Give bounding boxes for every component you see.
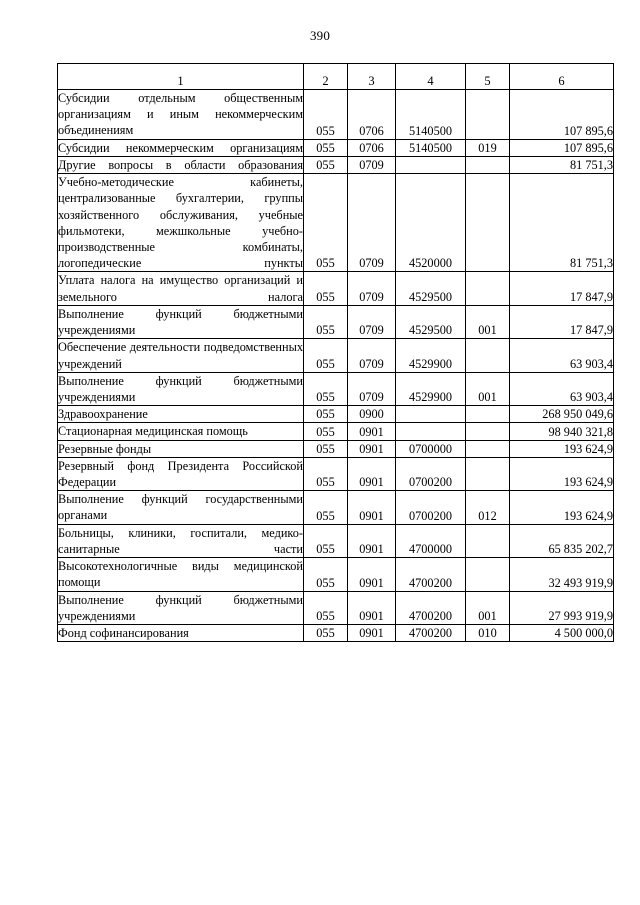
row-section-code: 0709: [348, 174, 396, 272]
row-target-code: 4700200: [396, 591, 466, 624]
row-amount: 63 903,4: [510, 339, 614, 372]
row-expense-type-code: [466, 90, 510, 140]
table-row: [58, 625, 614, 642]
row-target-code: 5140500: [396, 90, 466, 140]
row-target-code: 4700000: [396, 524, 466, 557]
table-header-row: [58, 64, 614, 90]
row-target-code: 0700200: [396, 491, 466, 524]
row-amount: 107 895,6: [510, 139, 614, 156]
table-row: [58, 558, 614, 591]
row-expense-type-code: 019: [466, 139, 510, 156]
row-section-code: 0901: [348, 423, 396, 440]
table-row: [58, 491, 614, 524]
row-amount: 193 624,9: [510, 440, 614, 457]
row-chapter-code: 055: [304, 591, 348, 624]
table-row: [58, 457, 614, 490]
row-section-code: 0709: [348, 339, 396, 372]
row-expense-type-code: [466, 423, 510, 440]
row-name: Фонд софинансирования: [58, 625, 304, 642]
row-target-code: 4529900: [396, 372, 466, 405]
row-section-code: 0706: [348, 90, 396, 140]
row-name: Уплата налога на имущество организаций и земельного налога: [58, 273, 303, 304]
row-target-code: [396, 423, 466, 440]
row-chapter-code: 055: [304, 90, 348, 140]
row-target-code: 0700200: [396, 457, 466, 490]
row-target-code: 4529500: [396, 305, 466, 338]
table-row: [58, 139, 614, 156]
row-target-code: 4700200: [396, 558, 466, 591]
row-chapter-code: 055: [304, 625, 348, 642]
column-header-1: 1: [58, 64, 304, 90]
row-chapter-code: 055: [304, 406, 348, 423]
row-chapter-code: 055: [304, 174, 348, 272]
table-row: [58, 339, 614, 372]
table-row: [58, 440, 614, 457]
row-target-code: [396, 406, 466, 423]
row-amount: 107 895,6: [510, 90, 614, 140]
page-number: 390: [309, 28, 331, 43]
row-expense-type-code: 001: [466, 591, 510, 624]
row-name: Выполнение функций бюджетными учреждениями: [58, 592, 303, 623]
row-section-code: 0709: [348, 305, 396, 338]
row-chapter-code: 055: [304, 558, 348, 591]
row-chapter-code: 055: [304, 139, 348, 156]
row-chapter-code: 055: [304, 524, 348, 557]
row-section-code: 0901: [348, 457, 396, 490]
row-expense-type-code: [466, 558, 510, 591]
row-chapter-code: 055: [304, 372, 348, 405]
row-target-code: 5140500: [396, 139, 466, 156]
table-row: [58, 156, 614, 173]
row-expense-type-code: [466, 174, 510, 272]
budget-table-container: [57, 63, 613, 642]
row-name: Больницы, клиники, госпитали, медико-санитарные части: [58, 525, 303, 556]
row-amount: 268 950 049,6: [510, 406, 614, 423]
row-section-code: 0706: [348, 139, 396, 156]
row-amount: 17 847,9: [510, 272, 614, 305]
row-expense-type-code: 001: [466, 305, 510, 338]
row-name: Высокотехнологичные виды медицинской помощи: [58, 559, 303, 590]
row-chapter-code: 055: [304, 440, 348, 457]
row-name: Другие вопросы в области образования: [58, 157, 303, 172]
row-section-code: 0900: [348, 406, 396, 423]
row-section-code: 0901: [348, 558, 396, 591]
row-expense-type-code: [466, 440, 510, 457]
row-amount: 17 847,9: [510, 305, 614, 338]
row-name: Резервный фонд Президента Российской Федерации: [58, 458, 303, 490]
table-row: [58, 423, 614, 440]
row-expense-type-code: [466, 457, 510, 490]
row-expense-type-code: [466, 339, 510, 372]
row-chapter-code: 055: [304, 457, 348, 490]
row-section-code: 0901: [348, 440, 396, 457]
row-target-code: 4529500: [396, 272, 466, 305]
row-amount: 193 624,9: [510, 457, 614, 490]
row-expense-type-code: [466, 406, 510, 423]
row-section-code: 0901: [348, 625, 396, 642]
row-amount: 65 835 202,7: [510, 524, 614, 557]
row-amount: 32 493 919,9: [510, 558, 614, 591]
column-header-3: 3: [348, 64, 396, 90]
row-name: Здравоохранение: [58, 406, 304, 423]
table-header: [58, 64, 614, 90]
row-section-code: 0901: [348, 491, 396, 524]
table-body: [58, 90, 614, 642]
row-target-code: 4529900: [396, 339, 466, 372]
row-chapter-code: 055: [304, 305, 348, 338]
table-row: [58, 90, 614, 140]
row-amount: 81 751,3: [510, 174, 614, 272]
column-header-6: 6: [510, 64, 614, 90]
row-target-code: 0700000: [396, 440, 466, 457]
row-amount: 63 903,4: [510, 372, 614, 405]
row-name: Выполнение функций государственными органами: [58, 492, 303, 523]
table-row: [58, 305, 614, 338]
row-chapter-code: 055: [304, 423, 348, 440]
table-row: [58, 372, 614, 405]
row-expense-type-code: [466, 272, 510, 305]
row-name: Резервные фонды: [58, 440, 304, 457]
table-row: [58, 174, 614, 272]
row-expense-type-code: 010: [466, 625, 510, 642]
column-header-5: 5: [466, 64, 510, 90]
row-target-code: 4700200: [396, 625, 466, 642]
column-header-4: 4: [396, 64, 466, 90]
row-amount: 4 500 000,0: [510, 625, 614, 642]
table-row: [58, 524, 614, 557]
row-section-code: 0709: [348, 272, 396, 305]
row-section-code: 0901: [348, 524, 396, 557]
row-chapter-code: 055: [304, 272, 348, 305]
table-row: [58, 406, 614, 423]
row-amount: 193 624,9: [510, 491, 614, 524]
row-expense-type-code: 012: [466, 491, 510, 524]
row-name: Стационарная медицинская помощь: [58, 423, 304, 440]
row-amount: 98 940 321,8: [510, 423, 614, 440]
row-section-code: 0901: [348, 591, 396, 624]
table-row: [58, 591, 614, 624]
row-section-code: 0709: [348, 156, 396, 173]
row-chapter-code: 055: [304, 491, 348, 524]
row-amount: 27 993 919,9: [510, 591, 614, 624]
row-name: Учебно-методические кабинеты, централизованные бухгалтерии, группы хозяйственного обслуживания, учебные фильмотеки, межшкольные учебно-производственные комбинаты, логопедические пункты: [58, 175, 303, 271]
row-target-code: [396, 156, 466, 173]
row-name: Субсидии отдельным общественным организациям и иным некоммерческим объединениям: [58, 91, 303, 138]
row-name: Выполнение функций бюджетными учреждениями: [58, 373, 303, 404]
row-expense-type-code: [466, 524, 510, 557]
budget-table: [57, 63, 614, 642]
row-name: Субсидии некоммерческим организациям: [58, 140, 303, 155]
row-name: Обеспечение деятельности подведомственных учреждений: [58, 340, 303, 371]
row-chapter-code: 055: [304, 339, 348, 372]
row-expense-type-code: [466, 156, 510, 173]
row-expense-type-code: 001: [466, 372, 510, 405]
row-target-code: 4520000: [396, 174, 466, 272]
row-section-code: 0709: [348, 372, 396, 405]
table-row: [58, 272, 614, 305]
column-header-2: 2: [304, 64, 348, 90]
row-amount: 81 751,3: [510, 156, 614, 173]
row-chapter-code: 055: [304, 156, 348, 173]
row-name: Выполнение функций бюджетными учреждениями: [58, 306, 303, 338]
